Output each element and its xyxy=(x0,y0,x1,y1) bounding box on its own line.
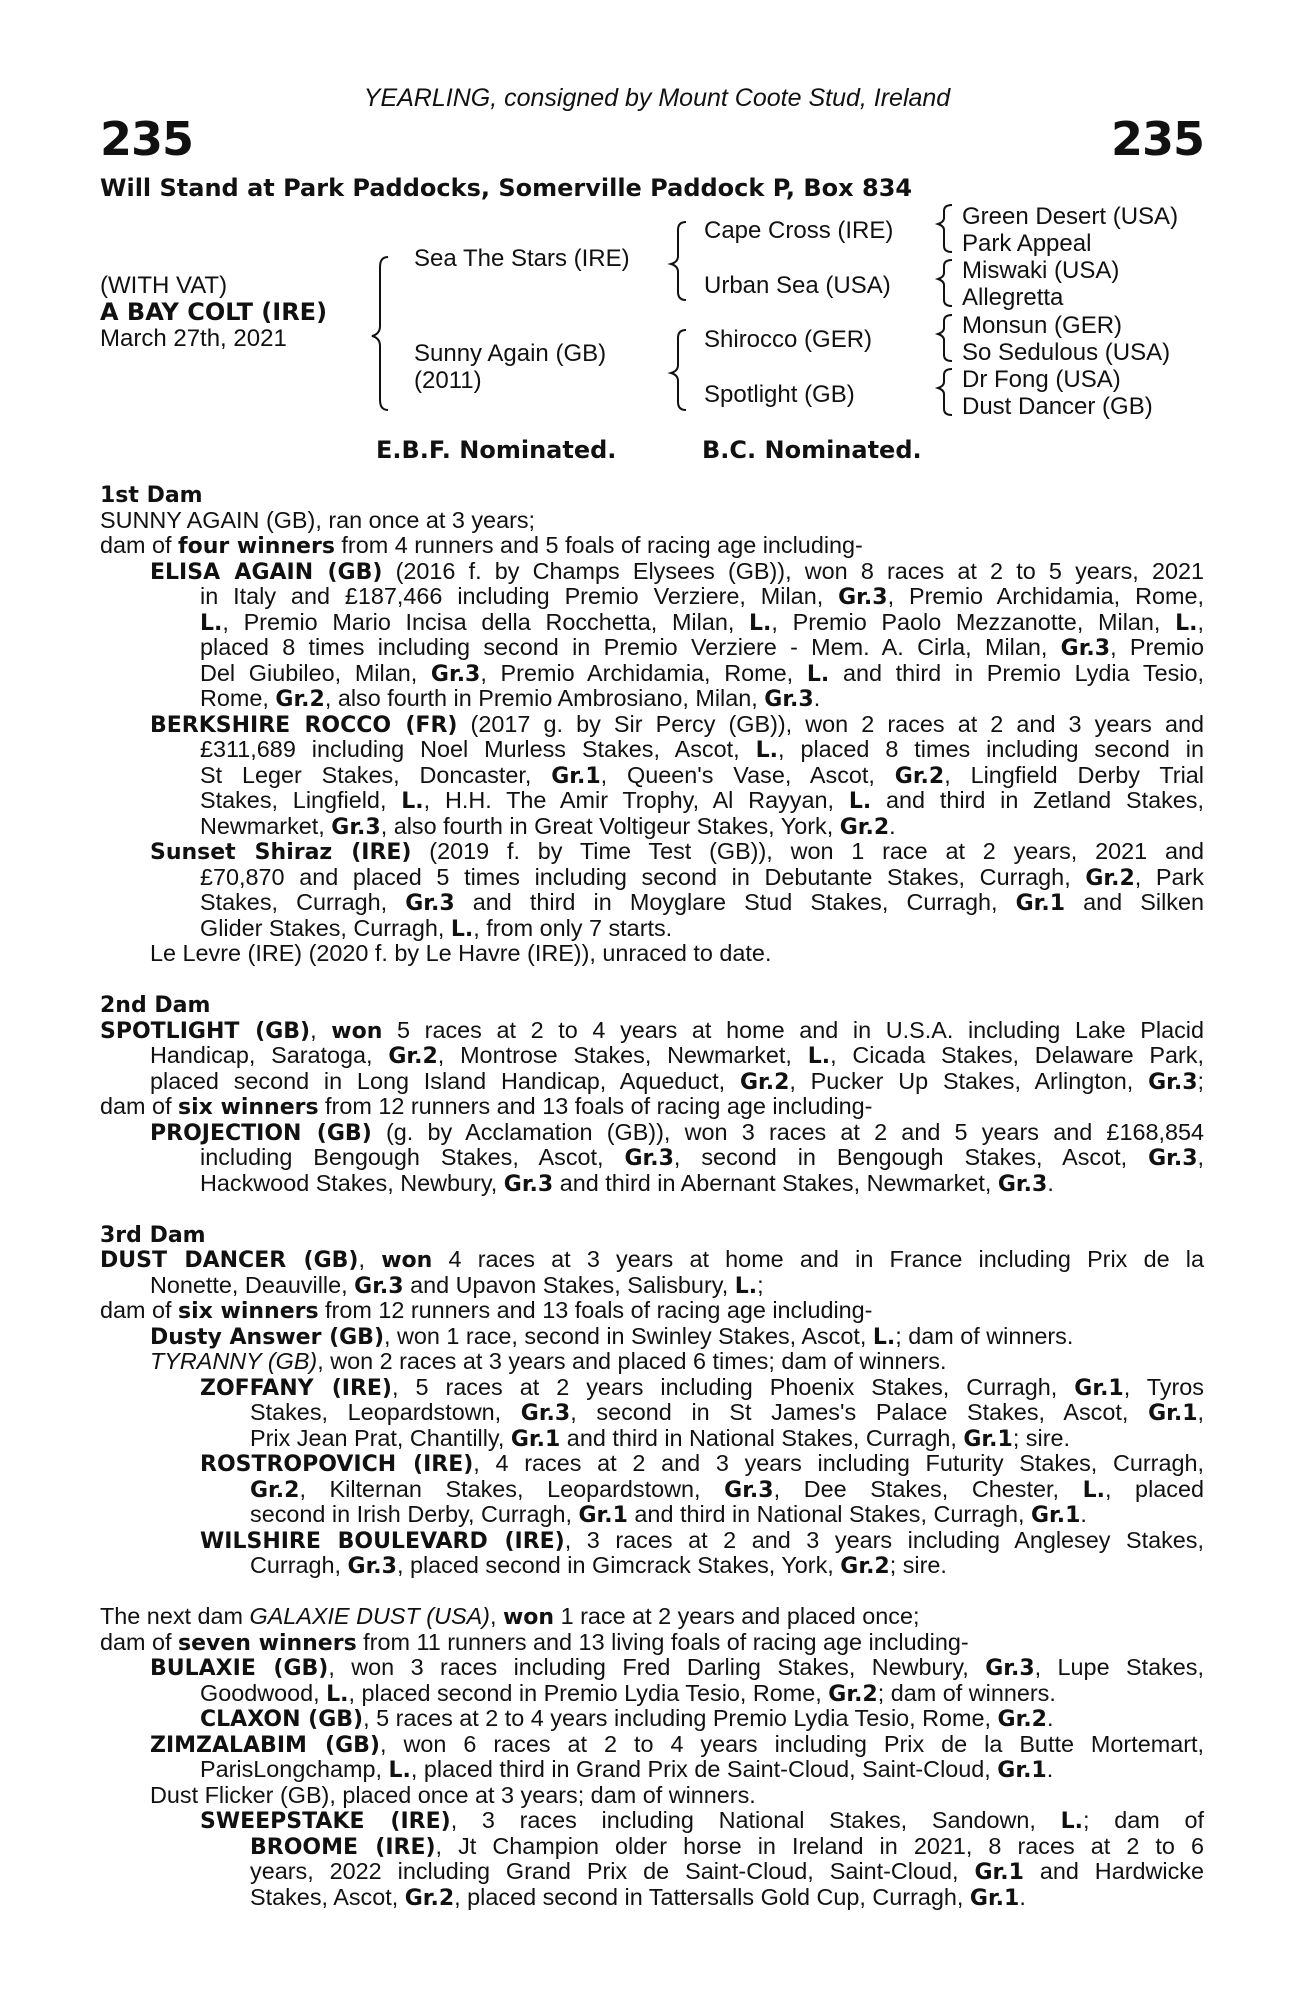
text-line xyxy=(100,1885,1204,1911)
text-segment: , Dee Stakes, Chester, xyxy=(773,1475,1083,1502)
bold-segment: L. xyxy=(1060,1809,1084,1834)
bold-segment: Gr.2 xyxy=(828,1681,878,1707)
bold-segment: Gr.2 xyxy=(404,1885,455,1911)
pedigree-body-text xyxy=(100,482,1204,1910)
text-segment: , second in Bengough Stakes, Ascot, xyxy=(673,1144,1149,1170)
text-segment: ; dam of winners. xyxy=(877,1679,1056,1706)
text-segment: Nonette, Deauville, xyxy=(150,1271,355,1298)
text-segment: (2016 f. by Champs Elysees (GB)), won 8 races at 2 to 5 years, 2021 xyxy=(382,557,1204,584)
bold-segment: L. xyxy=(1082,1477,1105,1503)
text-segment: and third in Zetland Stakes, xyxy=(871,787,1204,813)
text-segment: , xyxy=(358,1246,382,1272)
text-segment: , xyxy=(489,1603,503,1629)
bracket-g1 xyxy=(938,205,952,252)
gg-8: Dust Dancer (GB) xyxy=(962,393,1153,420)
text-segment: , Premio Paolo Mezzanotte, Milan, xyxy=(771,608,1176,635)
text-line xyxy=(100,1732,1204,1758)
bold-segment: Gr.1 xyxy=(578,1503,628,1528)
sire-dam: Urban Sea (USA) xyxy=(704,272,891,299)
text-line xyxy=(100,1681,1204,1707)
text-segment: from 4 runners and 5 foals of racing age including- xyxy=(334,532,863,558)
text-line xyxy=(100,1477,1204,1503)
text-segment: , 3 races including National Stakes, Sandown, xyxy=(450,1807,1061,1833)
text-segment: , placed second in Gimcrack Stakes, York, xyxy=(396,1552,841,1578)
bold-segment: Gr.1 xyxy=(1015,891,1066,916)
text-line xyxy=(100,1655,1204,1681)
bold-segment: seven winners xyxy=(178,1630,357,1656)
gg-4: Allegretta xyxy=(962,284,1064,311)
bold-segment: L. xyxy=(806,661,830,687)
text-segment: St Leger Stakes, Doncaster, xyxy=(200,761,552,788)
text-line xyxy=(100,814,1204,840)
bold-segment: won xyxy=(381,1248,433,1273)
text-segment: ; xyxy=(1197,1067,1205,1094)
text-segment: from 11 runners and 13 living foals of racing age including- xyxy=(356,1628,969,1655)
bold-segment: Gr.3 xyxy=(724,1477,774,1503)
text-segment: . xyxy=(1047,1169,1054,1196)
bold-segment: Gr.3 xyxy=(430,661,481,687)
text-segment: 5 races at 2 to 4 years at home and in U.S.A. including Lake Placid xyxy=(382,1016,1205,1043)
text-segment: and third in Abernant Stakes, Newmarket, xyxy=(553,1169,998,1196)
text-segment: , Premio Archidamia, Rome, xyxy=(480,659,807,686)
text-segment: Prix Jean Prat, Chantilly, xyxy=(250,1424,511,1451)
text-segment: ; dam of xyxy=(1083,1807,1204,1833)
text-line xyxy=(100,1757,1204,1783)
text-segment: Stakes, Leopardstown, xyxy=(250,1399,521,1425)
text-segment: , won 2 races at 3 years and placed 6 times; dam of winners. xyxy=(317,1348,947,1374)
text-segment: dam of xyxy=(100,1628,179,1655)
bold-segment: ROSTROPOVICH (IRE) xyxy=(200,1452,474,1477)
bracket-g3 xyxy=(938,315,952,361)
text-line xyxy=(100,1324,1204,1350)
text-segment: , xyxy=(1197,1399,1204,1425)
text-line xyxy=(100,686,1204,712)
text-line xyxy=(100,763,1204,789)
bracket-dam xyxy=(671,330,686,410)
bold-segment: Gr.3 xyxy=(347,1554,397,1579)
text-segment: , Cicada Stakes, Delaware Park, xyxy=(830,1042,1204,1068)
text-segment: in Italy and £187,466 including Premio Verziere, Milan, xyxy=(200,583,839,609)
text-segment: (2019 f. by Time Test (GB)), won 1 race at 2 years, 2021 and xyxy=(411,838,1204,864)
text-line xyxy=(100,1069,1204,1095)
text-line xyxy=(100,788,1204,814)
text-line xyxy=(100,1145,1204,1171)
bold-segment: SWEEPSTAKE (IRE) xyxy=(200,1809,451,1834)
dam-sire: Shirocco (GER) xyxy=(704,326,873,353)
text-segment: £311,689 including Noel Murless Stakes, Ascot, xyxy=(200,736,756,762)
bold-segment: Dusty Answer (GB) xyxy=(150,1324,385,1350)
text-segment: 4 races at 3 years at home and in France including Prix de la xyxy=(432,1246,1205,1272)
text-segment: and Hardwicke xyxy=(1023,1858,1204,1884)
text-line xyxy=(100,1502,1204,1528)
text-segment: . xyxy=(1080,1501,1087,1527)
text-segment: ; sire. xyxy=(889,1552,947,1578)
bracket-g2 xyxy=(938,260,952,306)
text-line xyxy=(100,559,1204,585)
bold-segment: BERKSHIRE ROCCO (FR) xyxy=(150,712,458,738)
text-line xyxy=(100,737,1204,763)
bold-segment: Gr.2 xyxy=(1085,865,1135,891)
text-segment: Stakes, Curragh, xyxy=(200,889,406,915)
text-segment: from 12 runners and 13 foals of racing age including- xyxy=(318,1093,873,1119)
bold-segment: 1st Dam xyxy=(100,483,203,508)
text-segment: , Premio Archidamia, Rome, xyxy=(887,583,1204,609)
text-line xyxy=(100,839,1204,865)
text-segment: and third in National Stakes, Curragh, xyxy=(560,1424,964,1451)
text-segment: , xyxy=(310,1016,332,1043)
bold-segment: Gr.2 xyxy=(250,1477,300,1503)
bracket-g4 xyxy=(938,369,952,415)
text-segment: Le Levre (IRE) (2020 f. by Le Havre (IRE)), unraced to date. xyxy=(150,940,772,966)
bold-segment: won xyxy=(502,1605,555,1630)
text-segment: placed second in Long Island Handicap, Aqueduct, xyxy=(150,1067,740,1094)
text-segment: ParisLongchamp, xyxy=(200,1756,389,1782)
italic-segment: GALAXIE DUST (USA) xyxy=(249,1603,490,1629)
bold-segment: Gr.3 xyxy=(624,1146,674,1171)
text-segment: , Pucker Up Stakes, Arlington, xyxy=(789,1067,1149,1094)
text-segment: , Kilternan Stakes, Leopardstown, xyxy=(299,1475,725,1502)
bold-segment: L. xyxy=(848,789,872,814)
gg-2: Park Appeal xyxy=(962,230,1092,257)
text-line xyxy=(100,865,1204,891)
text-segment: from 12 runners and 13 foals of racing age including- xyxy=(318,1297,873,1323)
bold-segment: Gr.3 xyxy=(405,891,455,916)
text-line xyxy=(100,1528,1204,1554)
bold-segment: Gr.2 xyxy=(840,1554,890,1579)
text-segment: , placed 8 times including second in xyxy=(777,736,1204,762)
text-line xyxy=(100,661,1204,687)
bold-segment: Sunset Shiraz (IRE) xyxy=(150,840,412,865)
bold-segment: PROJECTION (GB) xyxy=(150,1120,372,1146)
text-segment: Stakes, Lingfield, xyxy=(200,787,402,813)
text-segment: , second in St James's Palace Stakes, Ascot, xyxy=(570,1399,1149,1425)
bold-segment: four winners xyxy=(178,534,335,559)
text-line xyxy=(100,1043,1204,1069)
dam-name: Sunny Again (GB) xyxy=(414,340,607,367)
text-line xyxy=(100,1375,1204,1401)
text-segment: , won 6 races at 2 to 4 years including Prix de la Butte Mortemart, xyxy=(379,1730,1204,1757)
bold-segment: Gr.1 xyxy=(1030,1503,1081,1528)
text-segment: , placed third in Grand Prix de Saint-Cloud, Saint-Cloud, xyxy=(410,1756,998,1782)
text-line xyxy=(100,482,1204,508)
bold-segment: L. xyxy=(734,1273,758,1299)
text-segment: (2017 g. by Sir Percy (GB)), won 2 races at 2 and 3 years and xyxy=(457,710,1204,737)
text-line xyxy=(100,1298,1204,1324)
pedigree-brackets xyxy=(0,0,1314,460)
text-line xyxy=(100,890,1204,916)
text-segment: , also fourth in Great Voltigeur Stakes, York, xyxy=(380,812,840,839)
bold-segment: Gr.3 xyxy=(354,1273,404,1299)
text-segment: . xyxy=(1019,1883,1026,1910)
text-segment: , Tyros xyxy=(1123,1373,1204,1400)
text-segment: Curragh, xyxy=(250,1552,348,1578)
text-line xyxy=(100,1426,1204,1452)
text-segment: second in Irish Derby, Curragh, xyxy=(250,1501,579,1527)
text-segment: , Premio xyxy=(1110,634,1204,660)
bold-segment: Gr.3 xyxy=(520,1401,571,1426)
text-segment: dam of xyxy=(100,1093,179,1119)
stand-location: Will Stand at Park Paddocks, Somerville Paddock P, Box 834 xyxy=(100,174,913,202)
gg-7: Dr Fong (USA) xyxy=(962,366,1121,393)
text-line xyxy=(100,1808,1204,1834)
text-segment: , from only 7 starts. xyxy=(473,914,673,941)
text-line xyxy=(100,1706,1204,1732)
text-segment: The next dam xyxy=(100,1603,250,1629)
text-line xyxy=(100,1094,1204,1120)
bold-segment: won xyxy=(331,1018,383,1044)
text-segment: and third in National Stakes, Curragh, xyxy=(627,1501,1031,1527)
text-segment: Hackwood Stakes, Newbury, xyxy=(200,1169,504,1196)
text-segment: ; sire. xyxy=(1012,1424,1070,1451)
dam-dam: Spotlight (GB) xyxy=(704,381,855,408)
text-segment: Goodwood, xyxy=(200,1679,327,1706)
bold-segment: Gr.1 xyxy=(969,1885,1020,1911)
text-line xyxy=(100,1604,1204,1630)
text-segment: , 5 races at 2 years including Phoenix Stakes, Curragh, xyxy=(391,1373,1075,1400)
text-line xyxy=(100,1349,1204,1375)
text-segment: and Silken xyxy=(1065,889,1204,915)
bold-segment: Gr.3 xyxy=(331,814,381,840)
ebf-nominated: E.B.F. Nominated. xyxy=(376,436,617,464)
text-line xyxy=(100,1834,1204,1860)
text-line xyxy=(100,1859,1204,1885)
text-segment: , Premio Mario Incisa della Rocchetta, Milan, xyxy=(222,608,750,635)
bold-segment: Gr.1 xyxy=(1148,1401,1198,1426)
vat-label: (WITH VAT) xyxy=(100,272,228,299)
bold-segment: six winners xyxy=(178,1095,319,1120)
bold-segment: Gr.1 xyxy=(974,1860,1024,1885)
text-segment: , Montrose Stakes, Newmarket, xyxy=(437,1042,808,1068)
text-line xyxy=(100,508,1204,534)
text-segment: dam of xyxy=(100,532,179,558)
text-line xyxy=(100,1553,1204,1579)
text-segment: , won 3 races including Fred Darling Stakes, Newbury, xyxy=(328,1654,986,1680)
bold-segment: ZOFFANY (IRE) xyxy=(200,1375,392,1401)
section-gap xyxy=(100,1196,1204,1222)
bold-segment: CLAXON (GB) xyxy=(200,1707,364,1732)
text-segment: 1 race at 2 years and placed once; xyxy=(554,1603,920,1629)
text-segment: , 4 races at 2 and 3 years including Futurity Stakes, Curragh, xyxy=(473,1450,1204,1476)
text-line xyxy=(100,533,1204,559)
gg-6: So Sedulous (USA) xyxy=(962,339,1171,366)
bold-segment: Gr.2 xyxy=(839,814,890,840)
italic-segment: TYRANNY (GB) xyxy=(150,1348,318,1374)
bold-segment: ZIMZALABIM (GB) xyxy=(150,1732,380,1758)
text-segment: placed 8 times including second in Premio Verziere - Mem. A. Cirla, Milan, xyxy=(200,634,1061,660)
text-segment: and Upavon Stakes, Salisbury, xyxy=(403,1271,735,1298)
text-line xyxy=(100,1273,1204,1299)
bold-segment: L. xyxy=(807,1044,831,1069)
text-line xyxy=(100,941,1204,967)
bold-segment: L. xyxy=(200,610,223,636)
bold-segment: Gr.3 xyxy=(1148,1069,1198,1095)
text-segment: Del Giubileo, Milan, xyxy=(200,659,431,686)
section-gap xyxy=(100,967,1204,993)
text-segment: Glider Stakes, Curragh, xyxy=(200,914,451,941)
bracket-sire xyxy=(671,222,686,300)
bold-segment: Gr.1 xyxy=(963,1426,1013,1452)
section-gap xyxy=(100,1579,1204,1605)
lot-number-left: 235 xyxy=(100,112,194,166)
bold-segment: SPOTLIGHT (GB) xyxy=(100,1018,311,1044)
bold-segment: Gr.2 xyxy=(894,763,945,789)
horse-name: A BAY COLT (IRE) xyxy=(100,298,328,326)
text-line xyxy=(100,1222,1204,1248)
text-segment: years, 2022 including Grand Prix de Saint-Cloud, Saint-Cloud, xyxy=(250,1858,975,1884)
text-segment: , xyxy=(1197,1144,1205,1170)
bold-segment: Gr.3 xyxy=(503,1171,554,1197)
lot-number-right: 235 xyxy=(1110,112,1204,166)
text-segment: Rome, xyxy=(200,685,276,711)
bold-segment: L. xyxy=(755,738,778,763)
text-segment: , 5 races at 2 to 4 years including Premio Lydia Tesio, Rome, xyxy=(363,1705,998,1731)
text-segment: , also fourth in Premio Ambrosiano, Milan, xyxy=(324,685,765,711)
bold-segment: Gr.2 xyxy=(275,687,325,712)
text-line xyxy=(100,992,1204,1018)
bold-segment: Gr.3 xyxy=(985,1656,1035,1681)
bold-segment: Gr.1 xyxy=(1074,1375,1124,1401)
gg-1: Green Desert (USA) xyxy=(962,203,1179,230)
foaling-date: March 27th, 2021 xyxy=(100,325,287,352)
text-segment: , won 1 race, second in Swinley Stakes, Ascot, xyxy=(384,1322,873,1349)
consignment-line: YEARLING, consigned by Mount Coote Stud, Ireland xyxy=(363,84,951,112)
text-line xyxy=(100,1247,1204,1273)
text-segment: including Bengough Stakes, Ascot, xyxy=(200,1144,625,1170)
bold-segment: Gr.3 xyxy=(1148,1146,1198,1171)
text-segment: , placed second in Tattersalls Gold Cup, Curragh, xyxy=(454,1883,970,1910)
text-segment: . xyxy=(1046,1756,1054,1782)
text-segment: and third in Premio Lydia Tesio, xyxy=(829,659,1205,686)
bold-segment: L. xyxy=(401,789,424,814)
text-line xyxy=(100,610,1204,636)
bold-segment: Gr.2 xyxy=(388,1044,438,1069)
bold-segment: ELISA AGAIN (GB) xyxy=(150,559,383,585)
text-segment: , Lupe Stakes, xyxy=(1034,1654,1204,1680)
bold-segment: BROOME (IRE) xyxy=(250,1834,436,1860)
bold-segment: L. xyxy=(450,916,474,942)
text-line xyxy=(100,1451,1204,1477)
text-segment: , Queen's Vase, Ascot, xyxy=(600,761,895,788)
bold-segment: Gr.3 xyxy=(764,687,814,712)
bold-segment: L. xyxy=(1175,610,1198,636)
text-line xyxy=(100,584,1204,610)
text-segment: . xyxy=(889,812,896,839)
text-segment: Dust Flicker (GB), placed once at 3 years; dam of winners. xyxy=(150,1781,756,1808)
text-segment: , xyxy=(1197,608,1204,635)
text-segment: Newmarket, xyxy=(200,812,332,839)
text-segment: , Park xyxy=(1134,863,1204,890)
text-segment: ; xyxy=(757,1271,764,1298)
bold-segment: Gr.3 xyxy=(997,1171,1048,1197)
bold-segment: DUST DANCER (GB) xyxy=(100,1248,359,1273)
text-segment: , Lingfield Derby Trial xyxy=(944,761,1204,788)
text-segment: ; dam of winners. xyxy=(895,1322,1074,1349)
text-segment: dam of xyxy=(100,1297,179,1323)
bold-segment: Gr.1 xyxy=(551,763,601,789)
bold-segment: L. xyxy=(388,1758,411,1783)
bold-segment: Gr.3 xyxy=(1060,636,1111,661)
bold-segment: L. xyxy=(326,1681,349,1707)
text-line xyxy=(100,1171,1204,1197)
text-segment: SUNNY AGAIN (GB), ran once at 3 years; xyxy=(100,506,536,533)
text-segment: Stakes, Ascot, xyxy=(250,1883,405,1910)
bold-segment: L. xyxy=(872,1324,896,1350)
bold-segment: Gr.2 xyxy=(997,1707,1047,1732)
bold-segment: Gr.2 xyxy=(739,1069,790,1095)
text-line xyxy=(100,1630,1204,1656)
text-line xyxy=(100,635,1204,661)
bold-segment: WILSHIRE BOULEVARD (IRE) xyxy=(200,1528,565,1554)
bold-segment: Gr.3 xyxy=(838,585,888,610)
bold-segment: L. xyxy=(749,610,772,636)
text-line xyxy=(100,712,1204,738)
bold-segment: 3rd Dam xyxy=(100,1222,206,1248)
sire-name: Sea The Stars (IRE) xyxy=(414,245,630,272)
text-line xyxy=(100,1120,1204,1146)
bold-segment: BULAXIE (GB) xyxy=(150,1656,329,1681)
bc-nominated: B.C. Nominated. xyxy=(702,436,922,464)
bracket-main xyxy=(372,257,388,410)
bold-segment: Gr.1 xyxy=(997,1758,1047,1783)
text-segment: £70,870 and placed 5 times including second in Debutante Stakes, Curragh, xyxy=(200,863,1086,890)
text-segment: , 3 races at 2 and 3 years including Anglesey Stakes, xyxy=(564,1526,1205,1553)
dam-year: (2011) xyxy=(414,367,482,394)
text-line xyxy=(100,916,1204,942)
text-segment: , Jt Champion older horse in Ireland in 2021, 8 races at 2 to 6 xyxy=(435,1832,1204,1859)
text-segment: , placed xyxy=(1104,1475,1204,1502)
sire-sire: Cape Cross (IRE) xyxy=(704,217,894,244)
text-line xyxy=(100,1783,1204,1809)
text-segment: . xyxy=(813,685,821,711)
gg-3: Miswaki (USA) xyxy=(962,257,1120,284)
text-segment: . xyxy=(1046,1705,1054,1731)
bold-segment: six winners xyxy=(178,1299,319,1324)
text-segment: (g. by Acclamation (GB)), won 3 races at 2 and 5 years and £168,854 xyxy=(371,1118,1204,1145)
text-segment: and third in Moyglare Stud Stakes, Curragh, xyxy=(454,889,1016,915)
bold-segment: 2nd Dam xyxy=(100,993,211,1018)
text-line xyxy=(100,1400,1204,1426)
bold-segment: Gr.1 xyxy=(510,1426,561,1452)
text-line xyxy=(100,1018,1204,1044)
text-segment: , H.H. The Amir Trophy, Al Rayyan, xyxy=(423,787,849,813)
gg-5: Monsun (GER) xyxy=(962,312,1123,339)
text-segment: , placed second in Premio Lydia Tesio, Rome, xyxy=(348,1679,829,1706)
text-segment: Handicap, Saratoga, xyxy=(150,1042,389,1068)
